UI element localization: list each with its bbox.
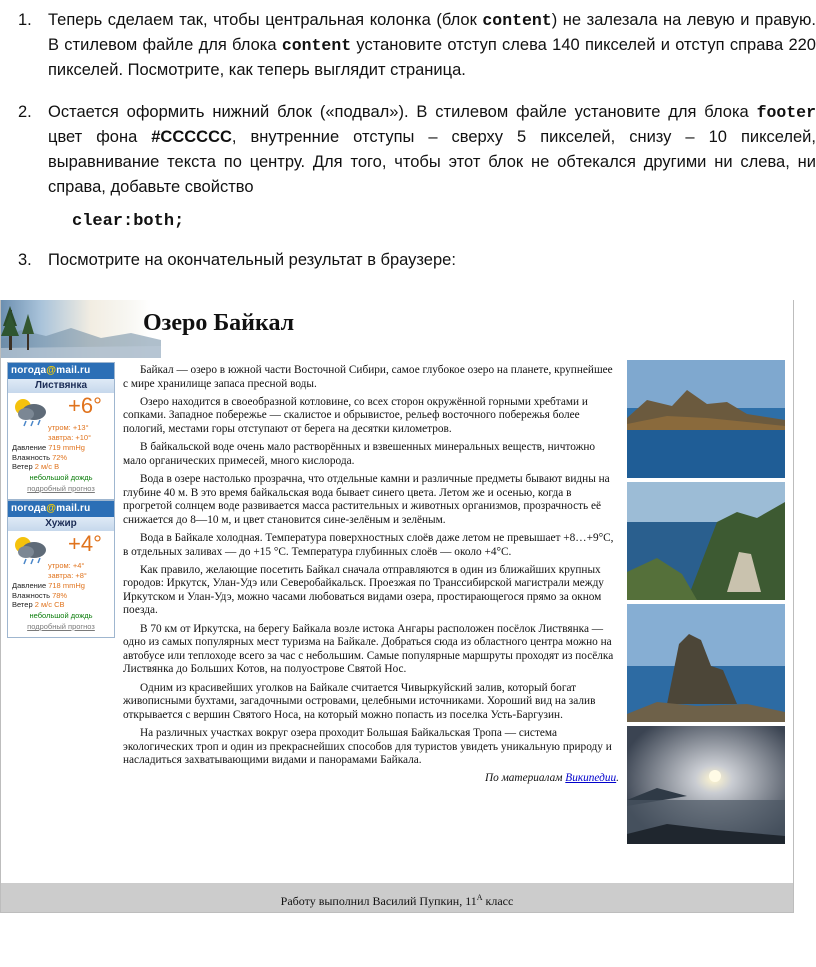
content-paragraph: В байкальской воде очень мало растворённых и взвешенных минеральных веществ, ничтожно мало органических примесей, много кислорода. (123, 441, 596, 467)
cloud-rain-sun-icon (12, 397, 48, 427)
code-clear-both: clear:both; (72, 212, 185, 231)
lake-photo-3 (627, 604, 785, 722)
site-title: Озеро Байкал (143, 310, 295, 336)
weather-description: небольшой дождь (29, 611, 93, 620)
instruction-item-1 (18, 8, 814, 88)
cloud-rain-sun-icon (12, 535, 48, 565)
instruction-text: Посмотрите на окончательный результат в браузере: (48, 251, 456, 269)
browser-result-screenshot (0, 300, 794, 913)
weather-city: Листвянка (8, 379, 114, 393)
weather-forecast: утром: +13° завтра: +10° (48, 423, 92, 442)
content-paragraph: Как правило, желающие посетить Байкал сначала отправляются в один из ближайших крупных городов: Иркутск, Улан-Удэ или Северобайкальск. Проезжая по Транссибирской магистрали между Иркутском и Улан-Удэ, можно часами любоваться видами озера, простирающегося прямо за окном поезда. (123, 563, 604, 617)
content-block (123, 364, 619, 791)
site-footer: Работу выполнил Василий Пупкин, $11^А$ класс (1, 883, 793, 912)
lake-banner-image (1, 300, 161, 358)
instruction-number: 2. (18, 103, 32, 121)
code-content: content (482, 11, 552, 30)
weather-description: небольшой дождь (29, 473, 93, 482)
weather-forecast: утром: +4° завтра: +8° (48, 561, 87, 580)
instruction-item-2 (18, 100, 814, 210)
code-footer: footer (756, 103, 816, 122)
instruction-number: 3. (18, 251, 32, 269)
content-paragraph: На различных участках вокруг озера проходит Большая Байкальская Тропа — система экологических троп и один из прекраснейших способов для туристов увидеть уникальную природу и насладиться захватывающими видами и панорамами Байкала. (123, 727, 612, 767)
weather-details: Давление 718 mmHg Влажность 78% Ветер 2 м/с СВ (12, 581, 85, 609)
weather-temperature: +4° (68, 531, 102, 556)
weather-city: Хужир (8, 517, 114, 531)
content-paragraph: Озеро находится в своеобразной котловине, со всех сторон окружённой горными хребтами и сопками. Западное побережье — скалистое и обрывистое, рельеф восточного побережья более пологий, местами горы отступают от берега на десятки километров. (123, 395, 588, 435)
site-header-banner (1, 300, 793, 358)
weather-widget-listvyanka[interactable] (7, 362, 115, 500)
lake-photo-4 (627, 726, 785, 844)
code-color: #CCCCCC (151, 128, 232, 146)
forecast-link[interactable]: подробный прогноз (27, 484, 95, 493)
content-paragraph: Байкал — озеро в южной части Восточной Сибири, самое глубокое озеро на планете, крупнейшее с мире хранилище запаса пресной воды. (123, 364, 613, 390)
weather-details: Давление 719 mmHg Влажность 72% Ветер 2 м/с В (12, 443, 85, 471)
weather-logo: погода@mail.ru (8, 501, 114, 517)
lake-photo-2 (627, 482, 785, 600)
instruction-text: Теперь сделаем так, чтобы центральная колонка (блок content) не залезала на левую и правую. В стилевом файле для блока content установите отступ слева 140 пикселей и отступ справа 220 пикселей. Посмотрите, как теперь выглядит страница. (48, 11, 816, 79)
weather-logo: погода@mail.ru (8, 363, 114, 379)
instruction-number: 1. (18, 11, 32, 29)
instruction-text: Остается оформить нижний блок («подвал»). В стилевом файле установите для блока footer цвет фона #CCCCCC, внутренние отступы – сверху 5 пикселей, снизу – 10 пикселей, выравнивание текста по центру. Для того, чтобы этот блок не обтекался другими ни слева, ни справа, добавьте свойство (48, 103, 816, 196)
source-attribution: По материалам Википедии. (484, 772, 619, 785)
content-paragraph: Вода в озере настолько прозрачна, что отдельные камни и различные предметы бывают видны на глубине 40 м. В это время байкальская вода бывает синего цвета. Летом же и осенью, когда в прогретой солнцем воде развивается масса растительных и животных организмов, прозрачность её снижается до 8—10 м, и цвет становится сине-зелёным и зелёным. (123, 472, 610, 526)
wikipedia-link[interactable]: Википедии (565, 772, 617, 785)
content-paragraph: Одним из красивейших уголков на Байкале считается Чивыркуйский залив, который богат живописными бухтами, загадочными островами, целебными источниками. Хороший вид на залив открывается с вершин Святого Носа, на который можно попасть из поселка Усть-Баргузин. (123, 681, 596, 721)
forecast-link[interactable]: подробный прогноз (27, 622, 95, 631)
weather-temperature: +6° (68, 393, 102, 418)
content-paragraph: Вода в Байкале холодная. Температура поверхностных слоёв даже летом не превышает +8…+9°С, в отдельных заливах — до +15 °С. Температура глубинных слоёв — около +4°С. (123, 531, 614, 558)
weather-widget-khuzhir[interactable] (7, 500, 115, 638)
instruction-item-3 (18, 248, 814, 278)
lake-photo-1 (627, 360, 785, 478)
code-content: content (281, 36, 352, 55)
content-paragraph: В 70 км от Иркутска, на берегу Байкала возле истока Ангары расположен посёлок Листвянка — одно из самых популярных мест туризма на Байкале. Добраться сюда из областного центра можно на автобусе или теплоходе всего за час с небольшим. Самые популярные маршруты проходят из посёлка Листвянка до Больших Котов, на полуострове Святой Нос. (123, 622, 614, 676)
